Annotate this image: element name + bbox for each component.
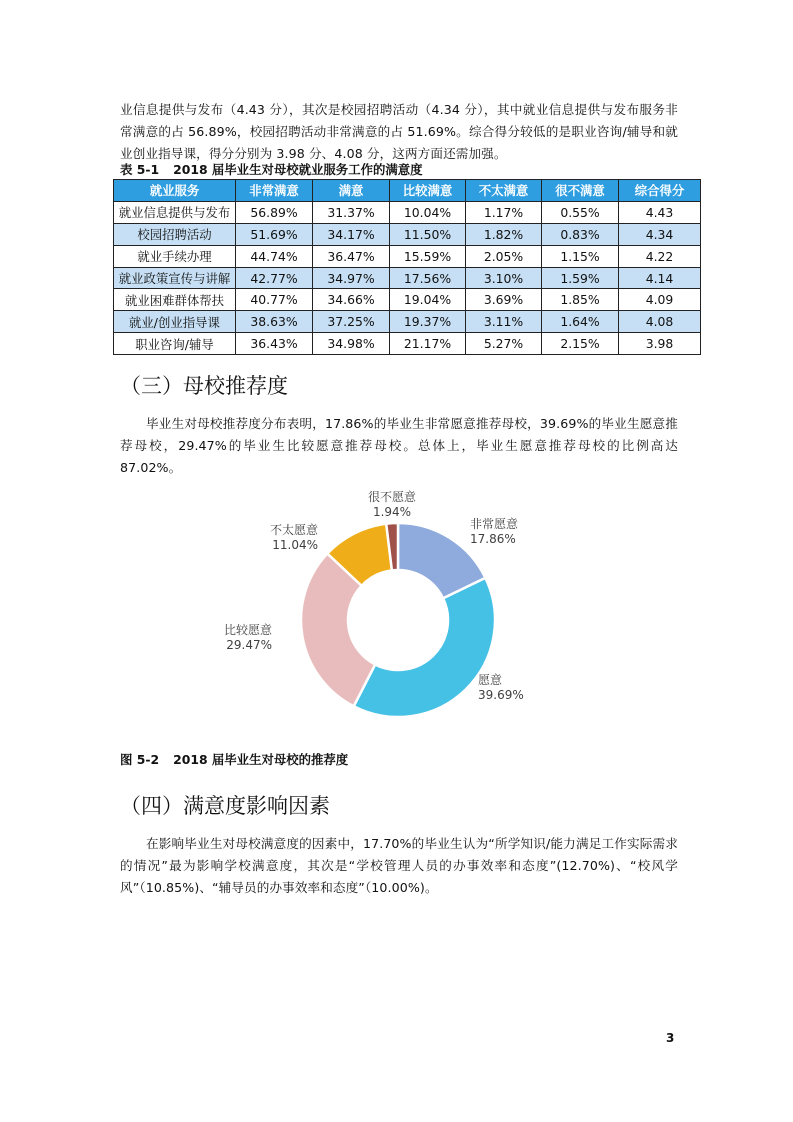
slice-label-fairly-willing: 比较愿意 bbox=[223, 623, 272, 637]
table-cell: 56.89% bbox=[236, 201, 313, 223]
table-cell: 3.69% bbox=[466, 289, 542, 311]
table-cell: 1.59% bbox=[542, 267, 619, 289]
slice-value-willing: 39.69% bbox=[478, 688, 524, 702]
table-row bbox=[114, 289, 701, 311]
figure-caption-title: 2018 届毕业生对母校的推荐度 bbox=[173, 752, 349, 767]
table-header-cell: 综合得分 bbox=[619, 180, 701, 202]
recommendation-paragraph: 毕业生对母校推荐度分布表明，17.86%的毕业生非常愿意推荐母校，39.69%的毕业生愿意推荐母校，29.47%的毕业生比较愿意推荐母校。总体上，毕业生愿意推荐母校的比例高达 87.02%。 bbox=[120, 416, 678, 475]
table-cell: 36.47% bbox=[313, 245, 390, 267]
page-number: 3 bbox=[666, 1031, 675, 1045]
satisfaction-table bbox=[113, 179, 701, 355]
table-cell: 1.17% bbox=[466, 201, 542, 223]
table-header-cell: 很不满意 bbox=[542, 180, 619, 202]
recommendation-donut-chart bbox=[220, 488, 570, 738]
table-cell: 40.77% bbox=[236, 289, 313, 311]
table-cell: 36.43% bbox=[236, 333, 313, 355]
slice-label-very-willing: 非常愿意 bbox=[470, 517, 519, 531]
table-cell: 4.34 bbox=[619, 223, 701, 245]
table-cell: 38.63% bbox=[236, 311, 313, 333]
table-cell: 10.04% bbox=[390, 201, 466, 223]
donut-slice-willing bbox=[354, 578, 495, 717]
table-cell: 4.08 bbox=[619, 311, 701, 333]
slice-value-very-willing: 17.86% bbox=[470, 532, 516, 546]
table-cell: 42.77% bbox=[236, 267, 313, 289]
slice-value-fairly-willing: 29.47% bbox=[226, 638, 272, 652]
table-cell: 51.69% bbox=[236, 223, 313, 245]
table-row bbox=[114, 267, 701, 289]
table-cell: 5.27% bbox=[466, 333, 542, 355]
table-cell: 21.17% bbox=[390, 333, 466, 355]
table-cell: 34.17% bbox=[313, 223, 390, 245]
table-cell: 44.74% bbox=[236, 245, 313, 267]
table-cell: 31.37% bbox=[313, 201, 390, 223]
table-caption-number: 表 5-1 bbox=[120, 162, 160, 177]
table-cell: 15.59% bbox=[390, 245, 466, 267]
table-cell: 1.15% bbox=[542, 245, 619, 267]
table-cell: 19.37% bbox=[390, 311, 466, 333]
slice-label-willing: 愿意 bbox=[478, 673, 503, 687]
slice-value-not-very-willing: 11.04% bbox=[272, 538, 318, 552]
table-cell: 4.43 bbox=[619, 201, 701, 223]
table-cell: 4.22 bbox=[619, 245, 701, 267]
section-heading-recommendation: （三）母校推荐度 bbox=[120, 374, 288, 398]
table-cell: 17.56% bbox=[390, 267, 466, 289]
table-cell: 37.25% bbox=[313, 311, 390, 333]
table-cell: 就业/创业指导课 bbox=[114, 311, 236, 333]
table-cell: 0.83% bbox=[542, 223, 619, 245]
table-cell: 2.05% bbox=[466, 245, 542, 267]
slice-label-very-unwilling: 很不愿意 bbox=[367, 490, 417, 504]
table-cell: 11.50% bbox=[390, 223, 466, 245]
intro-paragraph: 业信息提供与发布（4.43 分），其次是校园招聘活动（4.34 分），其中就业信息提供与发布服务非常满意的占 56.89%，校园招聘活动非常满意的占 51.69%。综合得分较低的是职业咨询/辅导和就业创业指导课，得分分别为 3.98 分、4.08 分，这两方面还需加强。 bbox=[120, 102, 678, 161]
table-cell: 0.55% bbox=[542, 201, 619, 223]
table-cell: 1.82% bbox=[466, 223, 542, 245]
table-row bbox=[114, 245, 701, 267]
table-cell: 34.66% bbox=[313, 289, 390, 311]
factors-paragraph: 在影响毕业生对母校满意度的因素中，17.70%的毕业生认为“所学知识/能力满足工作实际需求的情况”最为影响学校满意度，其次是“学校管理人员的办事效率和态度”(12.70%)、“校风学风”（10.85%)、“辅导员的办事效率和态度”（10.00%)。 bbox=[120, 836, 678, 895]
table-cell: 就业信息提供与发布 bbox=[114, 201, 236, 223]
table-cell: 4.14 bbox=[619, 267, 701, 289]
figure-caption bbox=[120, 750, 348, 768]
table-header-row bbox=[114, 180, 701, 202]
table-caption-title: 2018 届毕业生对母校就业服务工作的满意度 bbox=[173, 162, 423, 177]
table-cell: 1.64% bbox=[542, 311, 619, 333]
slice-value-very-unwilling: 1.94% bbox=[372, 505, 412, 519]
table-cell: 1.85% bbox=[542, 289, 619, 311]
table-cell: 3.11% bbox=[466, 311, 542, 333]
table-header-cell: 就业服务 bbox=[114, 180, 236, 202]
table-header-cell: 非常满意 bbox=[236, 180, 313, 202]
table-cell: 3.98 bbox=[619, 333, 701, 355]
table-caption bbox=[120, 160, 423, 178]
table-header-cell: 不太满意 bbox=[466, 180, 542, 202]
table-cell: 34.98% bbox=[313, 333, 390, 355]
table-row bbox=[114, 333, 701, 355]
table-cell: 就业手续办理 bbox=[114, 245, 236, 267]
slice-label-not-very-willing: 不太愿意 bbox=[269, 523, 318, 537]
table-cell: 就业困难群体帮扶 bbox=[114, 289, 236, 311]
table-row bbox=[114, 223, 701, 245]
table-row bbox=[114, 201, 701, 223]
table-cell: 3.10% bbox=[466, 267, 542, 289]
table-cell: 就业政策宣传与讲解 bbox=[114, 267, 236, 289]
table-cell: 34.97% bbox=[313, 267, 390, 289]
table-cell: 4.09 bbox=[619, 289, 701, 311]
table-cell: 校园招聘活动 bbox=[114, 223, 236, 245]
table-header-cell: 满意 bbox=[313, 180, 390, 202]
table-cell: 19.04% bbox=[390, 289, 466, 311]
figure-caption-number: 图 5-2 bbox=[120, 752, 160, 767]
section-heading-factors: （四）满意度影响因素 bbox=[120, 794, 330, 818]
table-cell: 2.15% bbox=[542, 333, 619, 355]
table-cell: 职业咨询/辅导 bbox=[114, 333, 236, 355]
table-row bbox=[114, 311, 701, 333]
table-header-cell: 比较满意 bbox=[390, 180, 466, 202]
